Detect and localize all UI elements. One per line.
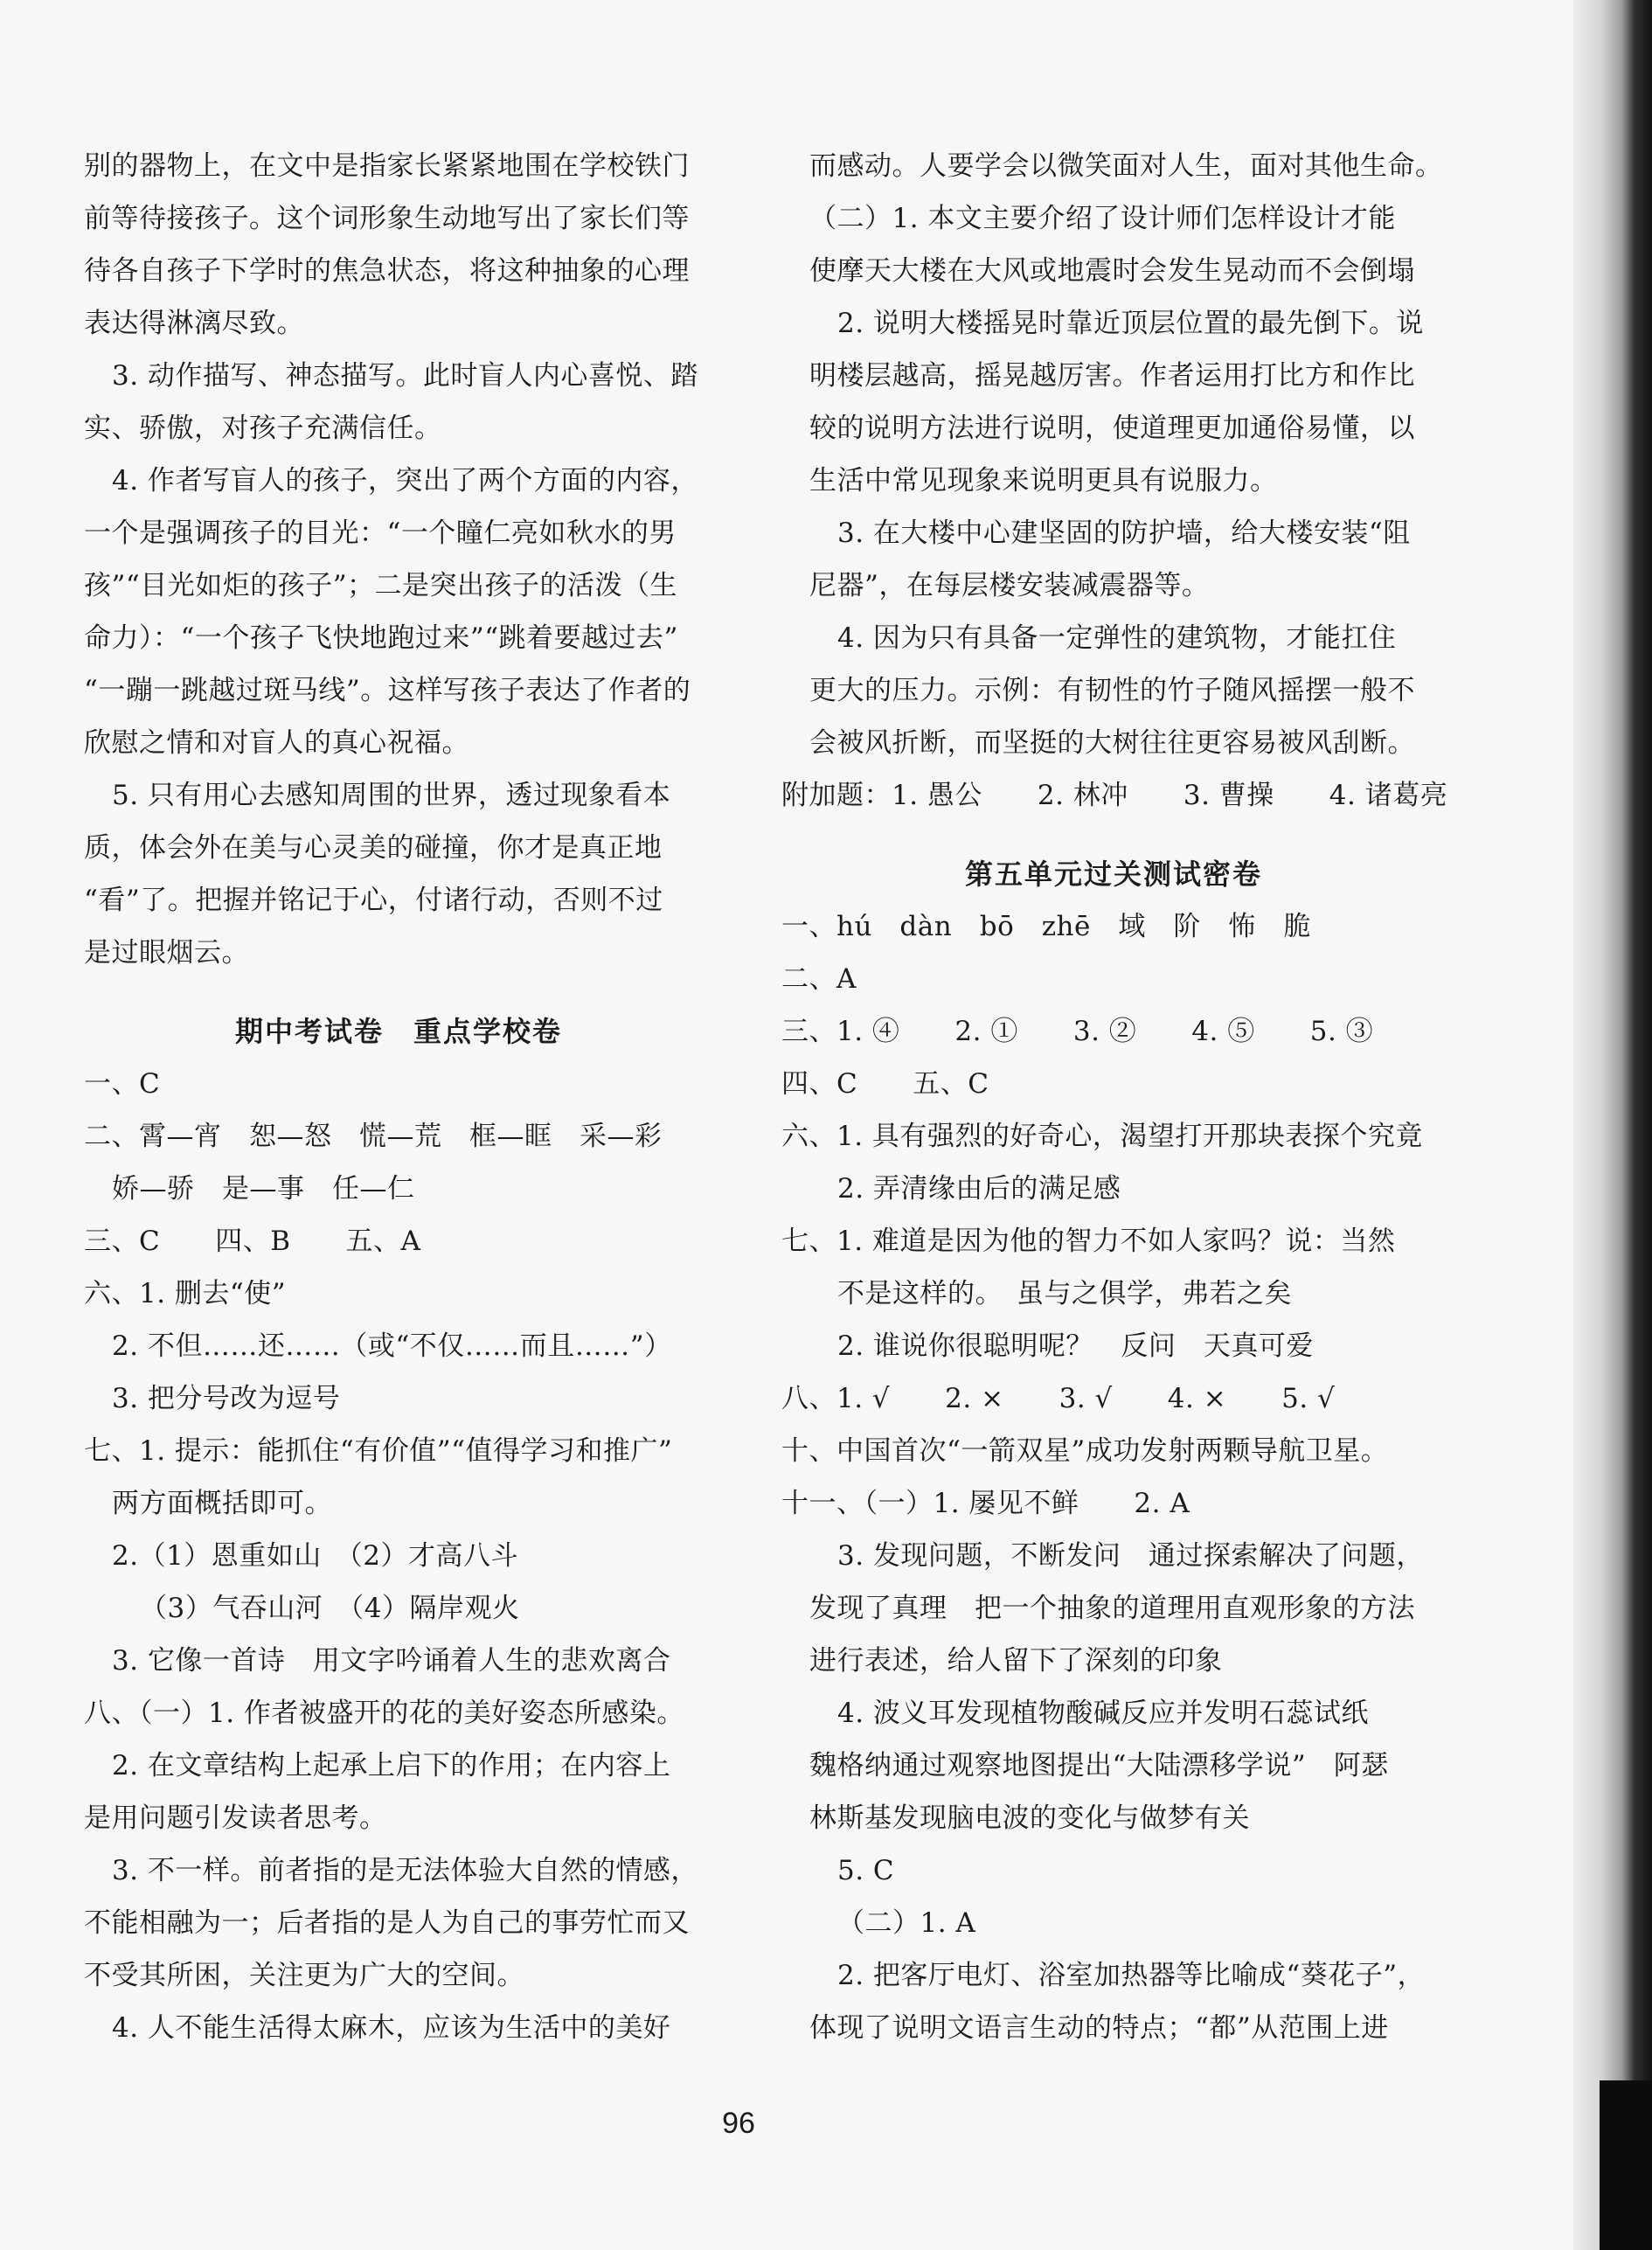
text-line: 4. 人不能生活得太麻木，应该为生活中的美好 (112, 2012, 671, 2044)
text-line: 七、1. 难道是因为他的智力不如人家吗？说：当然 (781, 1226, 1396, 1257)
text-line: “一蹦一跳越过斑马线”。这样写孩子表达了作者的 (84, 675, 691, 706)
text-line: 2. 在文章结构上起承上启下的作用；在内容上 (112, 1750, 671, 1781)
right-answers-block (781, 140, 1446, 822)
text-line: 生活中常见现象来说明更具有说服力。 (809, 465, 1278, 497)
text-line: 命力）：“一个孩子飞快地跑过来”“跳着要越过去” (84, 622, 678, 654)
unit5-answers-block (781, 900, 1446, 2054)
midterm-exam-heading: 期中考试卷 重点学校卷 (234, 1015, 562, 1048)
text-line: 一个是强调孩子的目光：“一个瞳仁亮如秋水的男 (84, 517, 677, 549)
unit5-test-heading: 第五单元过关测试密卷 (964, 858, 1262, 891)
text-line: 三、1. ④ 2. ① 3. ② 4. ⑤ 5. ③ (781, 1016, 1374, 1047)
text-line: 一、C (84, 1068, 161, 1100)
text-line: 3. 不一样。前者指的是无法体验大自然的情感， (112, 1855, 698, 1886)
text-line: 3. 它像一首诗 用文字吟诵着人生的悲欢离合 (112, 1645, 671, 1677)
text-line: 不是这样的。 虽与之俱学，弗若之矣 (837, 1278, 1292, 1309)
text-line: （二）1. A (837, 1907, 976, 1939)
text-line: 魏格纳通过观察地图提出“大陆漂移学说” 阿瑟 (809, 1750, 1389, 1781)
text-line: 十、中国首次“一箭双星”成功发射两颗导航卫星。 (781, 1435, 1389, 1467)
text-line: 进行表述，给人留下了深刻的印象 (809, 1645, 1223, 1677)
text-line: 一、hú dàn bō zhē 域 阶 怖 脆 (781, 911, 1311, 942)
text-line: 二、霄—宵 恕—怒 慌—荒 框—眶 采—彩 (84, 1121, 663, 1152)
text-line: 前等待接孩子。这个词形象生动地写出了家长们等 (84, 203, 690, 234)
page-number: 96 (722, 2107, 755, 2140)
text-line: 六、1. 具有强烈的好奇心，渴望打开那块表探个究竟 (781, 1121, 1423, 1152)
text-line: 八、（一）1. 作者被盛开的花的美好姿态所感染。 (84, 1698, 684, 1729)
text-line: 四、C 五、C (781, 1068, 989, 1100)
text-line: 会被风折断，而坚挺的大树往往更容易被风刮断。 (809, 727, 1415, 759)
midterm-answers-block (84, 1058, 713, 2054)
text-line: 3. 动作描写、神态描写。此时盲人内心喜悦、踏 (112, 360, 698, 392)
text-line: 4. 波义耳发现植物酸碱反应并发明石蕊试纸 (837, 1698, 1369, 1729)
text-line: 欣慰之情和对盲人的真心祝福。 (84, 727, 469, 759)
text-line: 质，体会外在美与心灵美的碰撞，你才是真正地 (84, 832, 663, 864)
text-line: 使摩天大楼在大风或地震时会发生晃动而不会倒塌 (809, 255, 1415, 287)
text-line: 较的说明方法进行说明，使道理更加通俗易懂，以 (809, 413, 1415, 444)
text-line: “看”了。把握并铭记于心，付诸行动，否则不过 (84, 885, 663, 916)
text-line: 4. 因为只有具备一定弹性的建筑物，才能扛住 (837, 622, 1397, 654)
text-line: 明楼层越高，摇晃越厉害。作者运用打比方和作比 (809, 360, 1415, 392)
text-line: 十一、（一）1. 屡见不鲜 2. A (781, 1488, 1190, 1519)
page-edge-shadow (1573, 0, 1652, 2250)
text-line: 二、A (781, 963, 857, 995)
text-line: 表达得淋漓尽致。 (84, 308, 304, 339)
text-line: 2. 说明大楼摇晃时靠近顶层位置的最先倒下。说 (837, 308, 1424, 339)
text-line: 待各自孩子下学时的焦急状态，将这种抽象的心理 (84, 255, 690, 287)
text-line: 3. 把分号改为逗号 (112, 1383, 341, 1414)
text-line: 娇—骄 是—事 任—仁 (112, 1173, 415, 1205)
text-line: 不受其所困，关注更为广大的空间。 (84, 1960, 524, 1991)
text-line: 六、1. 删去“使” (84, 1278, 287, 1309)
text-line: 发现了真理 把一个抽象的道理用直观形象的方法 (809, 1593, 1415, 1624)
text-line: 别的器物上，在文中是指家长紧紧地围在学校铁门 (84, 150, 690, 182)
text-line: 八、1. √ 2. × 3. √ 4. × 5. √ (781, 1383, 1336, 1414)
right-column (781, 140, 1446, 2054)
left-column (84, 140, 713, 2054)
text-line: 三、C 四、B 五、A (84, 1226, 421, 1257)
text-line: 林斯基发现脑电波的变化与做梦有关 (809, 1802, 1250, 1834)
text-line: 是用问题引发读者思考。 (84, 1802, 387, 1834)
text-line: 4. 作者写盲人的孩子，突出了两个方面的内容， (112, 465, 698, 497)
text-line: 七、1. 提示：能抓住“有价值”“值得学习和推广” (84, 1435, 673, 1467)
text-line: （二）1. 本文主要介绍了设计师们怎样设计才能 (809, 203, 1396, 234)
text-line: （3）气吞山河 （4）隔岸观火 (140, 1593, 520, 1624)
text-line: 2. 弄清缘由后的满足感 (837, 1173, 1121, 1205)
text-line: 附加题：1. 愚公 2. 林冲 3. 曹操 4. 诸葛亮 (781, 780, 1448, 811)
text-line: 不能相融为一；后者指的是人为自己的事劳忙而又 (84, 1907, 690, 1939)
text-line: 2. 不但……还……（或“不仅……而且……”） (112, 1330, 672, 1362)
text-line: 尼器”，在每层楼安装减震器等。 (809, 570, 1210, 601)
text-line: 3. 发现问题，不断发问 通过探索解决了问题， (837, 1540, 1424, 1572)
text-line: 3. 在大楼中心建坚固的防护墙，给大楼安装“阻 (837, 517, 1411, 549)
page-edge-shadow-bottom (1600, 2080, 1652, 2250)
text-line: 2.（1）恩重如山 （2）才高八斗 (112, 1540, 519, 1572)
text-line: 2. 把客厅电灯、浴室加热器等比喻成“葵花子”， (837, 1960, 1426, 1991)
text-line: 实、骄傲，对孩子充满信任。 (84, 413, 442, 444)
text-line: 更大的压力。示例：有韧性的竹子随风摇摆一般不 (809, 675, 1415, 706)
text-line: 5. 只有用心去感知周围的世界，透过现象看本 (112, 780, 671, 811)
text-line: 5. C (837, 1855, 895, 1886)
text-line: 2. 谁说你很聪明呢？ 反问 天真可爱 (837, 1330, 1314, 1362)
text-line: 两方面概括即可。 (112, 1488, 332, 1519)
text-line: 孩”“目光如炬的孩子”；二是突出孩子的活泼（生 (84, 570, 678, 601)
text-line: 是过眼烟云。 (84, 937, 249, 969)
left-answers-block (84, 140, 713, 979)
text-line: 体现了说明文语言生动的特点；“都”从范围上进 (809, 2012, 1389, 2044)
text-line: 而感动。人要学会以微笑面对人生，面对其他生命。 (809, 150, 1443, 182)
